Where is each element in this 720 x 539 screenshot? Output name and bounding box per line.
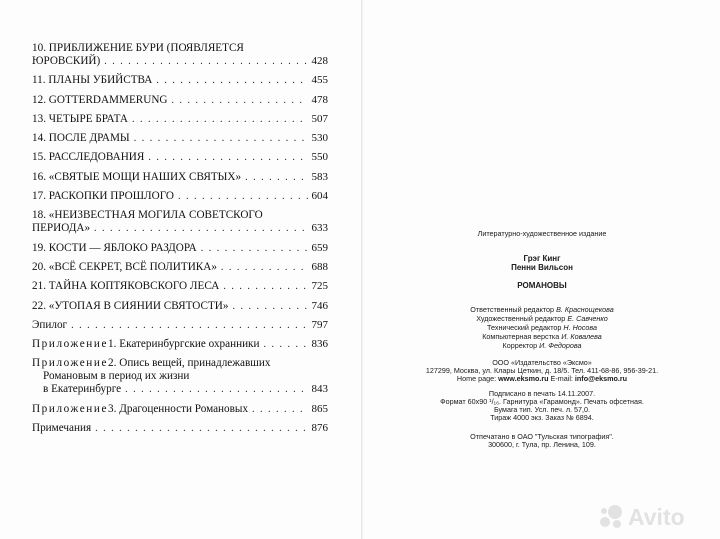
toc-entry <box>32 280 328 293</box>
toc-entry-prefix: Приложение <box>32 357 109 370</box>
staff-role: Компьютерная верстка <box>482 332 560 341</box>
toc-entry <box>32 190 328 203</box>
author-2: Пенни Вильсон <box>511 263 573 272</box>
email-label: E-mail: <box>550 374 573 383</box>
toc-entry-page: 455 <box>311 74 328 87</box>
print-signed: Подписано в печать 14.11.2007. <box>488 389 596 398</box>
publisher: ООО «Издательство «Эксмо» <box>492 358 592 367</box>
toc-entry-page: 865 <box>311 402 328 415</box>
toc-entry-page: 797 <box>311 318 328 331</box>
author-1: Грэг Кинг <box>523 254 561 263</box>
toc-entry <box>32 242 328 255</box>
staff-role: Ответственный редактор <box>470 305 555 314</box>
dot-leader <box>95 422 307 435</box>
toc-entry-title: 18. «НЕИЗВЕСТНАЯ МОГИЛА СОВЕТСКОГО <box>32 209 263 222</box>
email-address: info@eksmo.ru <box>574 374 628 383</box>
staff-name: В. Краснощекова <box>556 305 614 314</box>
staff-role: Художественный редактор <box>476 314 566 323</box>
toc-entry-title: 19. КОСТИ — ЯБЛОКО РАЗДОРА <box>32 241 197 254</box>
avito-watermark <box>598 503 708 531</box>
staff-list <box>392 305 692 350</box>
table-of-contents <box>32 42 328 441</box>
toc-entry-page: 746 <box>311 299 328 312</box>
staff-role: Технический редактор <box>487 323 562 332</box>
publisher-contacts <box>392 374 692 383</box>
toc-entry <box>32 319 328 332</box>
staff-row <box>392 323 692 332</box>
toc-entry-title: ПЕРИОДА» <box>32 222 91 235</box>
dot-leader <box>71 319 307 332</box>
print-paper: Бумага тип. Усл. печ. л. 57,0. <box>493 405 591 414</box>
dot-leader <box>134 132 308 145</box>
printer-address: 300600, г. Тула, пр. Ленина, 109. <box>488 440 596 449</box>
staff-row <box>392 332 692 341</box>
toc-entry <box>32 338 328 351</box>
toc-entry-title: Эпилог <box>32 318 68 331</box>
dot-leader <box>252 403 307 416</box>
toc-entry-page: 530 <box>311 132 328 145</box>
dot-leader <box>221 261 308 274</box>
toc-entry-page: 836 <box>311 338 328 351</box>
toc-entry-title: 12. GOTTERDAMMERUNG <box>32 93 168 106</box>
toc-entry <box>32 151 328 164</box>
staff-row <box>392 341 692 350</box>
toc-entry <box>32 422 328 435</box>
toc-entry-page: 604 <box>311 190 328 203</box>
toc-entry-page: 550 <box>311 151 328 164</box>
toc-entry-page: 478 <box>311 93 328 106</box>
home-label: Home page: <box>456 374 497 383</box>
toc-entry-title: 2. Опись вещей, принадлежавших <box>108 357 271 370</box>
dot-leader <box>94 222 307 235</box>
toc-entry-title: 17. РАСКОПКИ ПРОШЛОГО <box>32 190 174 203</box>
staff-row <box>392 305 692 314</box>
toc-entry <box>32 261 328 274</box>
dot-leader <box>232 300 307 313</box>
toc-entry-page: 583 <box>311 170 328 183</box>
toc-entry <box>32 94 328 107</box>
dot-leader <box>156 74 307 87</box>
dot-leader <box>223 280 307 293</box>
staff-row <box>392 314 692 323</box>
toc-entry <box>32 209 328 235</box>
print-run: Тираж 4000 экз. Заказ № 6894. <box>490 413 594 422</box>
toc-entry-page: 688 <box>311 260 328 273</box>
printed-at: Отпечатано в ОАО "Тульская типография". <box>470 432 614 441</box>
toc-entry-page: 876 <box>311 422 328 435</box>
avito-logo-icon <box>598 504 624 530</box>
toc-entry <box>32 113 328 126</box>
toc-entry-page: 633 <box>311 222 328 235</box>
toc-entry-title: 1. Екатеринбургские охранники <box>108 338 260 351</box>
home-url: www.eksmo.ru <box>498 374 549 383</box>
toc-entry-page: 659 <box>311 241 328 254</box>
toc-entry <box>32 74 328 87</box>
toc-entry-page: 428 <box>311 55 328 67</box>
toc-entry-page: 843 <box>311 383 328 396</box>
staff-name: Н. Носова <box>563 323 597 332</box>
staff-name: И. Ковалева <box>561 332 602 341</box>
toc-entry-prefix: Приложение <box>32 402 109 415</box>
toc-entry <box>32 132 328 145</box>
toc-entry-title: 21. ТАЙНА КОПТЯКОВСКОГО ЛЕСА <box>32 280 220 293</box>
dot-leader <box>132 113 308 126</box>
dot-leader <box>104 55 307 68</box>
toc-entry-title: 3. Драгоценности Романовых <box>108 402 249 415</box>
toc-entry-title: 11. ПЛАНЫ УБИЙСТВА <box>32 74 153 87</box>
toc-entry-title: 16. «СВЯТЫЕ МОЩИ НАШИХ СВЯТЫХ» <box>32 170 242 183</box>
toc-entry-title: ЮРОВСКИЙ) <box>32 55 101 67</box>
staff-role: Корректор <box>502 341 538 350</box>
toc-entry-title: 20. «ВСЁ СЕКРЕТ, ВСЁ ПОЛИТИКА» <box>32 260 217 273</box>
edition-type: Литературно-художественное издание <box>477 229 607 238</box>
toc-entry <box>32 403 328 416</box>
publisher-address: 127299, Москва, ул. Клары Цеткин, д. 18/5. Тел. 411-68-86, 956-39-21. <box>425 366 659 375</box>
dot-leader <box>263 338 307 351</box>
watermark-text: Avito <box>628 503 685 530</box>
toc-entry-prefix: Приложение <box>32 338 109 351</box>
toc-entry-title: 10. ПРИБЛИЖЕНИЕ БУРИ (ПОЯВЛЯЕТСЯ <box>32 42 244 54</box>
toc-entry-title: 22. «УТОПАЯ В СИЯНИИ СВЯТОСТИ» <box>32 299 229 312</box>
toc-entry-title: 15. РАССЛЕДОВАНИЯ <box>32 151 145 164</box>
dot-leader <box>148 151 307 164</box>
staff-name: И. Федорова <box>539 341 582 350</box>
toc-entry <box>32 300 328 313</box>
page-gutter <box>361 0 363 539</box>
staff-name: Е. Савченко <box>567 314 608 323</box>
toc-entry-page: 725 <box>311 280 328 293</box>
toc-entry <box>32 171 328 184</box>
toc-entry-title: 13. ЧЕТЫРЕ БРАТА <box>32 112 128 125</box>
toc-entry-page: 507 <box>311 112 328 125</box>
toc-entry <box>32 357 328 396</box>
toc-entry-title: 14. ПОСЛЕ ДРАМЫ <box>32 132 130 145</box>
print-format: Формат 60х90 ¹/₁₆. Гарнитура «Гарамонд». Печать офсетная. <box>440 397 644 406</box>
toc-entry-title: Романовым в период их жизни <box>43 370 190 383</box>
toc-entry <box>32 42 328 68</box>
dot-leader <box>178 190 308 203</box>
book-title: РОМАНОВЫ <box>517 281 567 290</box>
dot-leader <box>245 171 307 184</box>
dot-leader <box>172 94 308 107</box>
dot-leader <box>201 242 308 255</box>
dot-leader <box>125 383 307 396</box>
toc-entry-title: в Екатеринбурге <box>43 383 122 396</box>
toc-entry-title: Примечания <box>32 422 92 435</box>
